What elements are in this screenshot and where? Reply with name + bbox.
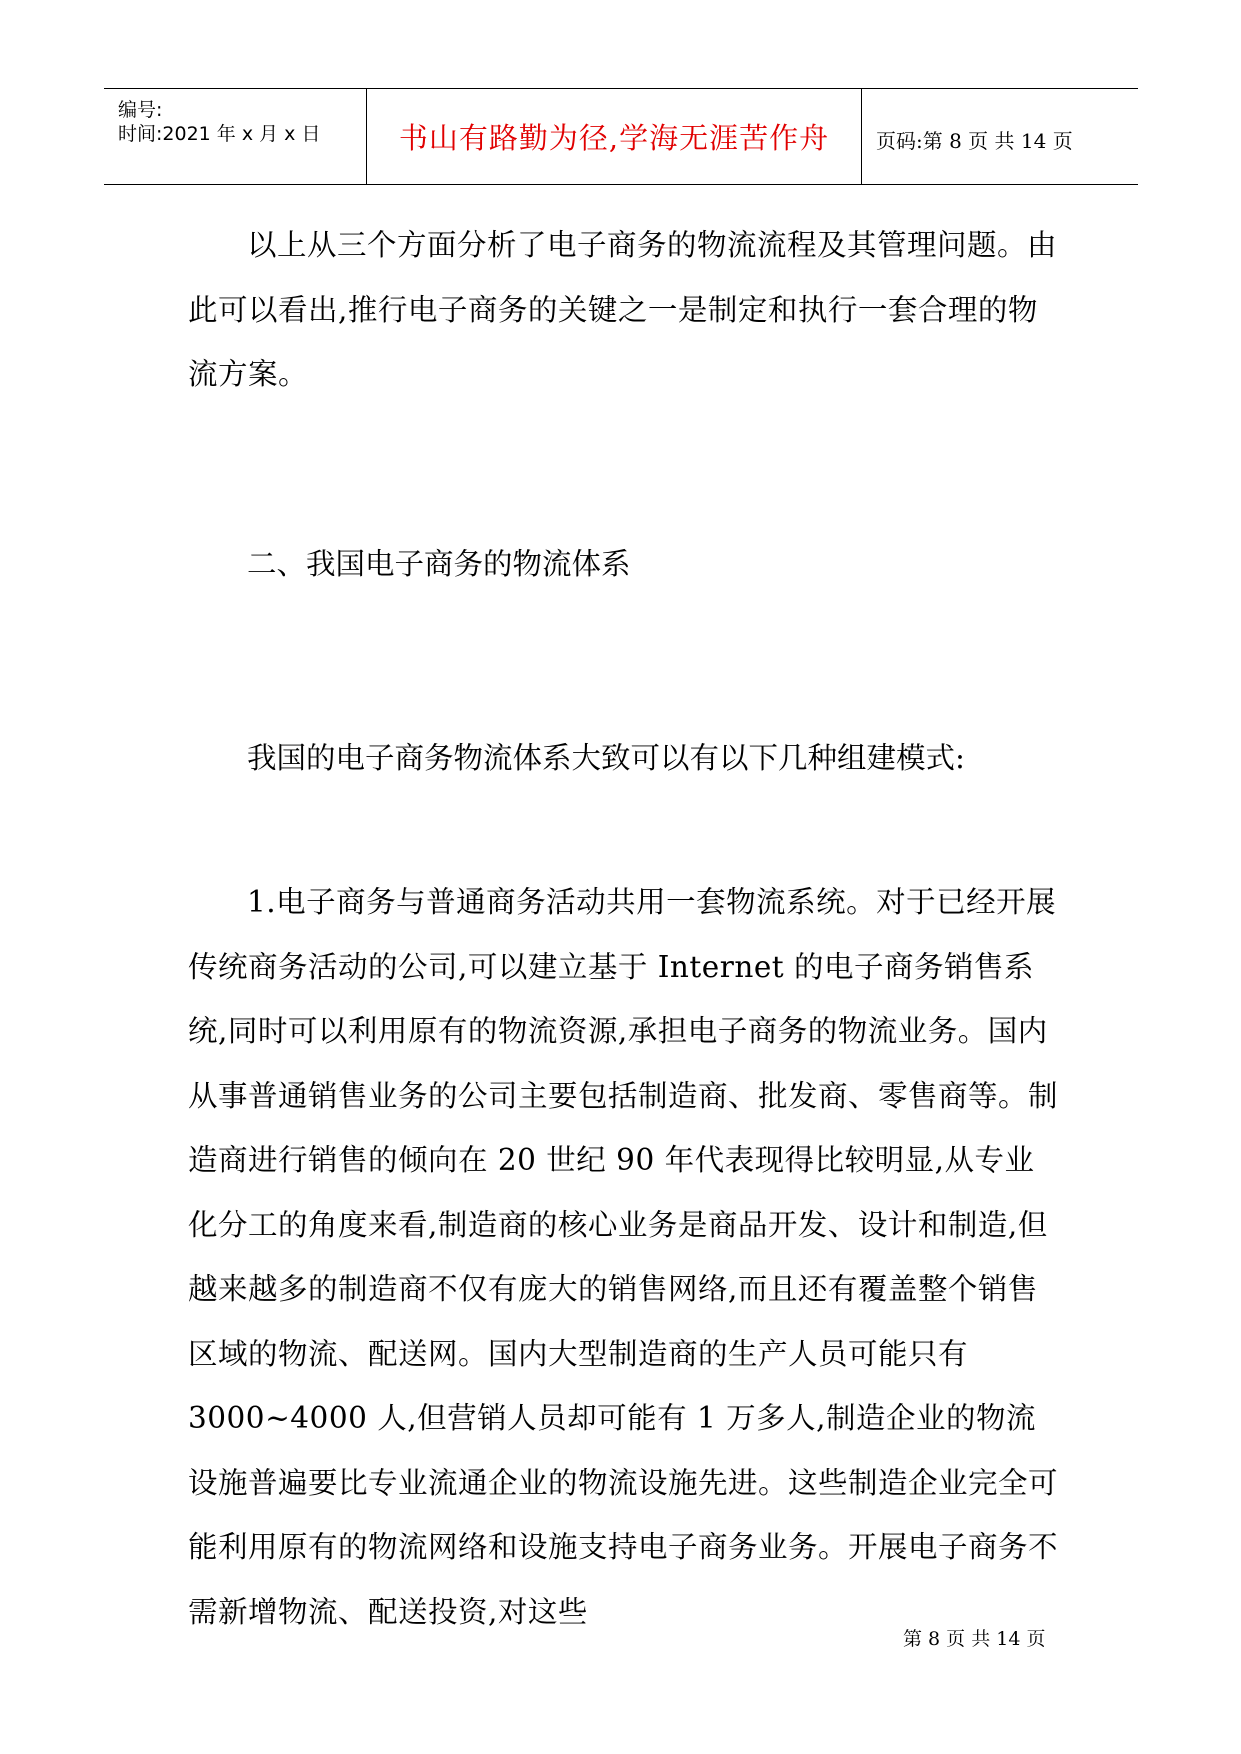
page-footer: 第 8 页 共 14 页 — [903, 1628, 1046, 1650]
document-number-label: 编号: — [118, 99, 163, 121]
document-header — [104, 88, 1138, 185]
paragraph-1: 以上从三个方面分析了电子商务的物流流程及其管理问题。由此可以看出,推行电子商务的关键之一是制定和执行一套合理的物流方案。 — [188, 228, 1058, 391]
header-motto: 书山有路勤为径,学海无涯苦作舟 — [398, 121, 830, 155]
header-motto-cell — [367, 89, 862, 184]
paragraph-summary — [188, 213, 1058, 407]
header-page-cell — [862, 89, 1138, 184]
header-page-info: 页码:第 8 页 共 14 页 — [876, 129, 1073, 153]
section-heading: 二、我国电子商务的物流体系 — [247, 547, 631, 581]
intro-sentence: 我国的电子商务物流体系大致可以有以下几种组建模式: — [247, 741, 965, 775]
paragraph-logistics-mode — [188, 870, 1058, 1644]
paragraph-2: 1.电子商务与普通商务活动共用一套物流系统。对于已经开展传统商务活动的公司,可以建立基于 Internet 的电子商务销售系统,同时可以利用原有的物流资源,承担电子商务的物流业务。国内从事普通销售业务的公司主要包括制造商、批发商、零售商等。制造商进行销售的倾向在 20 世纪 90 年代表现得比较明显,从专业化分工的角度来看,制造商的核心业务是商品开发、设计和制造,但越来越多的制造商不仅有庞大的销售网络,而且还有覆盖整个销售区域的物流、配送网。国内大型制造商的生产人员可能只有 3000~4000 人,但营销人员却可能有 1 万多人,制造企业的物流设施普遍要比专业流通企业的物流设施先进。这些制造企业完全可能利用原有的物流网络和设施支持电子商务业务。开展电子商务不需新增物流、配送投资,对这些 — [188, 885, 1059, 1629]
header-meta-cell — [104, 89, 367, 184]
document-time-label: 时间:2021 年 x 月 x 日 — [118, 123, 321, 145]
